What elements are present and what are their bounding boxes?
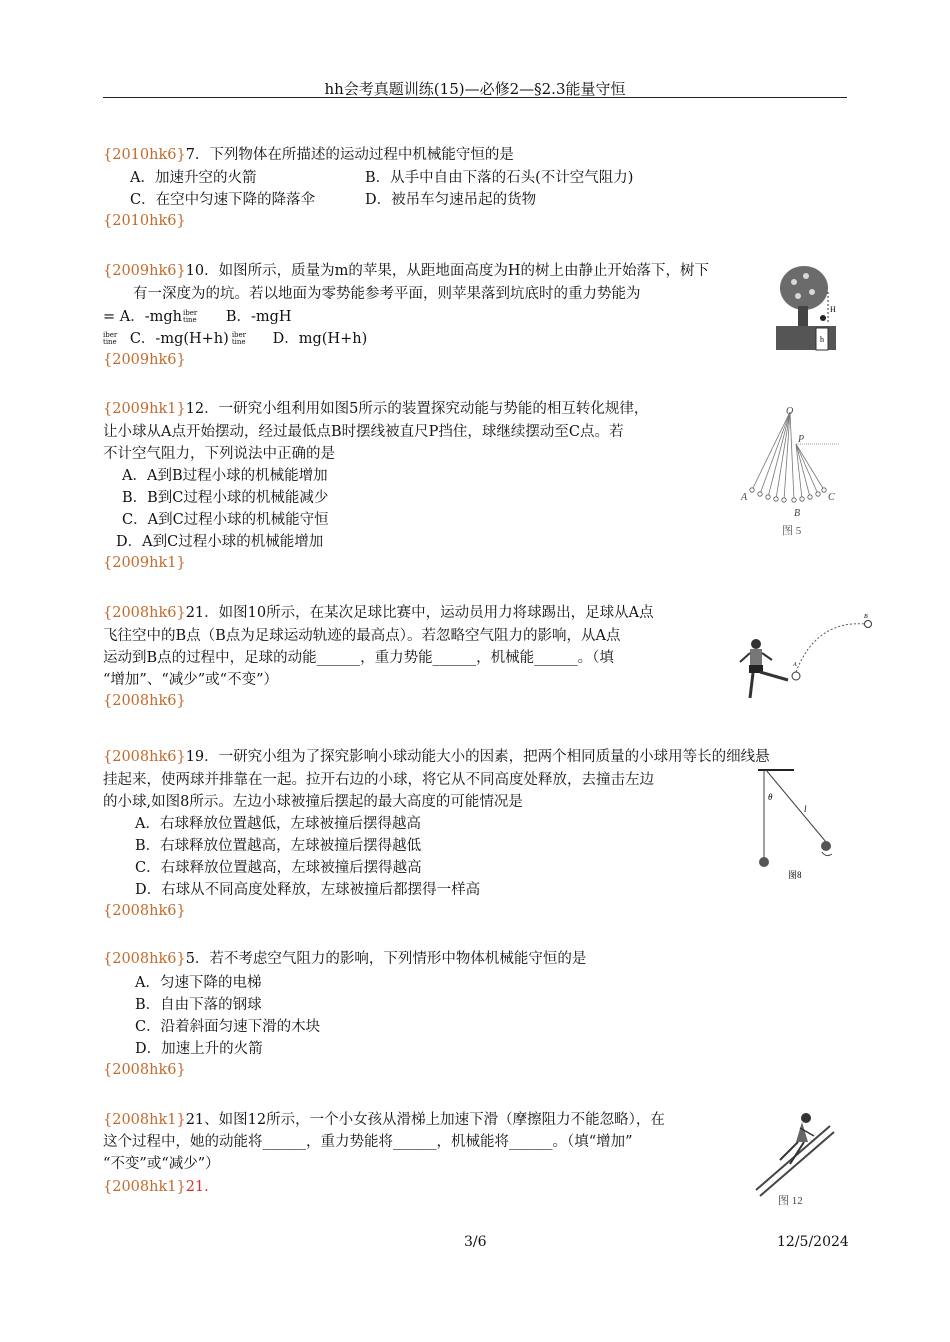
source-tag: {2009hk1} (103, 401, 186, 417)
left-ball (759, 857, 769, 867)
label-h: h (820, 335, 824, 344)
question-stem (103, 746, 770, 768)
tree-trunk (798, 306, 808, 328)
stem-line-2: 挂起来，使两球并排靠在一起。拉开右边的小球，将它从不同高度处释放，去撞击左边 (103, 772, 654, 788)
label-O: O (786, 406, 794, 417)
option-a: = A．-mgh (103, 309, 182, 325)
label-l: l (804, 804, 807, 814)
end-tag: {2008hk6} (103, 903, 186, 919)
soccer-figure-10 (738, 610, 876, 706)
options-line-2 (103, 328, 367, 350)
header-divider (103, 97, 847, 98)
source-tag: {2008hk6} (103, 749, 186, 765)
question-stem (103, 260, 709, 282)
options-line-1 (103, 306, 292, 328)
source-tag: {2008hk6} (103, 605, 186, 621)
label-H: H (830, 305, 836, 314)
option-d: D．A到C过程小球的机械能增加 (116, 534, 324, 550)
ball-trajectory (796, 624, 866, 672)
option-c: C．在空中匀速下降的降落伞 (130, 192, 316, 208)
option-c: C．A到C过程小球的机械能守恒 (122, 512, 329, 528)
option-d: D．被吊车匀速吊起的货物 (365, 192, 537, 208)
end-tag: {2008hk6} (103, 693, 186, 709)
stem-line-3: 运动到B点的过程中，足球的动能______，重力势能______，机械能______。（填 (103, 650, 614, 666)
figure-caption: 图 5 (782, 525, 802, 537)
stem-line-3: 不计空气阻力，下列说法中正确的是 (103, 446, 335, 462)
option-d: D．右球从不同高度处释放，左球被撞后都摆得一样高 (135, 882, 481, 898)
answer-number: 21. (185, 1179, 209, 1195)
option-c: C．-mg(H+h) (129, 331, 229, 347)
label-B: B (794, 508, 801, 519)
ball-at-a (792, 672, 800, 680)
option-d: D．mg(H+h) (272, 331, 368, 347)
option-b: B．自由下落的钢球 (135, 997, 262, 1013)
right-ball (821, 841, 831, 851)
garbled-glyph: iber tine (183, 309, 198, 324)
stem-text: 19．一研究小组为了探究影响小球动能大小的因素，把两个相同质量的小球用等长的细线悬 (185, 749, 770, 765)
stem-line-3: 的小球,如图8所示。左边小球被撞后摆起的最大高度的可能情况是 (103, 794, 523, 810)
figure-caption: 图8 (788, 870, 802, 880)
apple-tree-figure (776, 262, 842, 354)
end-tag: {2009hk6} (103, 352, 186, 368)
end-tag: {2008hk6} (103, 1062, 186, 1078)
slide-figure-12 (750, 1108, 838, 1210)
label-theta: θ (768, 792, 773, 802)
source-tag: {2009hk6} (103, 263, 186, 279)
option-a: A．加速升空的火箭 (130, 170, 257, 186)
option-a: A．右球释放位置越低，左球被撞后摆得越高 (135, 816, 421, 832)
stem-line-2: 这个过程中，她的动能将______，重力势能将______，机械能将______。（填“增加” (103, 1134, 633, 1150)
stem-line-2: 让小球从A点开始摆动，经过最低点B时摆线被直尺P挡住，球继续摆动至C点。若 (103, 424, 624, 440)
source-tag: {2010hk6} (103, 147, 186, 163)
question-stem (103, 1109, 665, 1131)
question-stem (103, 398, 648, 420)
stem-text: 21．如图10所示，在某次足球比赛中，运动员用力将球踢出，足球从A点 (185, 605, 654, 621)
option-b: B．右球释放位置越高，左球被撞后摆得越低 (135, 838, 422, 854)
collision-figure-8 (752, 766, 844, 884)
stem-text: 21、如图12所示，一个小女孩从滑梯上加速下滑（摩擦阻力不能忽略），在 (185, 1112, 665, 1128)
page-number: 3/6 (464, 1234, 487, 1250)
question-stem (103, 602, 654, 624)
option-b: B．-mgH (225, 309, 292, 325)
label-B: B (864, 614, 868, 620)
end-tag-line (103, 1176, 209, 1198)
label-A: A (793, 662, 797, 668)
pendulum-strings (752, 412, 824, 500)
girl (780, 1113, 814, 1164)
stem-line-3: “不变”或“减少”） (103, 1156, 220, 1172)
pendulum-figure-5 (738, 404, 842, 542)
right-string (766, 770, 826, 842)
stem-text: 7．下列物体在所描述的运动过程中机械能守恒的是 (185, 147, 514, 163)
footer-date: 12/5/2024 (777, 1234, 849, 1250)
option-c: C．右球释放位置越高，左球被撞后摆得越高 (135, 860, 422, 876)
stem-line-2: 飞往空中的B点（B点为足球运动轨迹的最高点）。若忽略空气阻力的影响，从A点 (103, 628, 621, 644)
option-a: A．A到B过程小球的机械能增加 (122, 468, 328, 484)
end-tag: {2010hk6} (103, 213, 186, 229)
source-tag: {2008hk1} (103, 1112, 186, 1128)
ball-at-b (865, 621, 872, 628)
option-d: D．加速上升的火箭 (135, 1041, 263, 1057)
stem-line-4: “增加”、“减少”或“不变”） (103, 672, 278, 688)
option-c: C．沿着斜面匀速下滑的木块 (135, 1019, 321, 1035)
question-stem (103, 948, 586, 970)
player (740, 639, 788, 698)
hand (822, 852, 832, 856)
question-stem (103, 144, 514, 166)
option-a: A．匀速下降的电梯 (135, 975, 262, 991)
source-tag: {2008hk6} (103, 951, 186, 967)
stem-text: 5．若不考虑空气阻力的影响，下列情形中物体机械能守恒的是 (185, 951, 587, 967)
end-tag: {2008hk1} (103, 1179, 186, 1195)
option-b: B．从手中自由下落的石头(不计空气阻力) (365, 170, 634, 186)
stem-text: 12．一研究小组利用如图5所示的装置探究动能与势能的相互转化规律， (185, 401, 649, 417)
stem-text: 10．如图所示，质量为m的苹果，从距地面高度为H的树上由静止开始落下，树下 (185, 263, 710, 279)
label-A: A (741, 492, 748, 503)
figure-caption: 图 12 (778, 1195, 803, 1207)
garbled-glyph: iber tine (231, 331, 247, 346)
option-b: B．B到C过程小球的机械能减少 (122, 490, 329, 506)
apple (820, 315, 826, 321)
label-C: C (828, 492, 835, 503)
tree-canopy (780, 266, 828, 310)
label-P: P (798, 434, 805, 445)
end-tag: {2009hk1} (103, 555, 186, 571)
garbled-glyph: iber tine (103, 331, 118, 346)
stem-line-2: 有一深度为的坑。若以地面为零势能参考平面，则苹果落到坑底时的重力势能为 (133, 286, 641, 302)
page-title: hh会考真题训练(15)—必修2—§2.3能量守恒 (324, 80, 626, 98)
